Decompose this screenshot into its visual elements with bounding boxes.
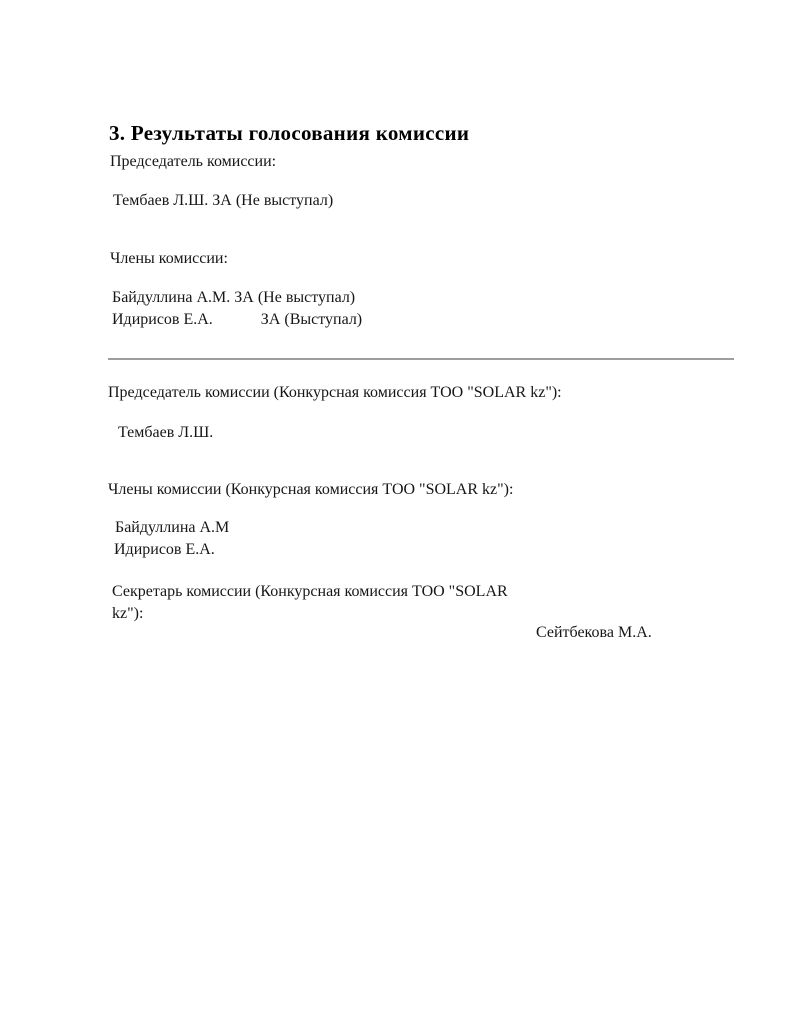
chairman-signature-name: Тембаев Л.Ш. — [118, 424, 214, 441]
members-section-label: Члены комиссии: — [110, 250, 228, 267]
chairman-vote-line: Тембаев Л.Ш. ЗА (Не выступал) — [113, 192, 334, 209]
member-vote-line: Байдуллина А.М. ЗА (Не выступал) — [112, 289, 356, 306]
separator-line — [108, 358, 734, 360]
secretary-heading-line1: Секретарь комиссии (Конкурсная комиссия ТОО "SOLAR — [112, 583, 508, 600]
page-title: 3. Результаты голосования комиссии — [109, 121, 470, 146]
secretary-signature-name: Сейтбекова М.А. — [536, 624, 652, 641]
chairman-signature-heading: Председатель комиссии (Конкурсная комиссия ТОО "SOLAR kz"): — [108, 384, 562, 401]
member-vote-line: Идирисов Е.А. ЗА (Выступал) — [112, 311, 363, 328]
members-signature-heading: Члены комиссии (Конкурсная комиссия ТОО "SOLAR kz"): — [108, 481, 514, 498]
chairman-section-label: Председатель комиссии: — [110, 153, 277, 170]
secretary-heading-line2: kz"): — [112, 605, 144, 622]
secretary-signature-heading — [112, 581, 514, 625]
member-signature-name: Байдуллина А.М — [115, 519, 230, 536]
member-signature-name: Идирисов Е.А. — [114, 541, 215, 558]
